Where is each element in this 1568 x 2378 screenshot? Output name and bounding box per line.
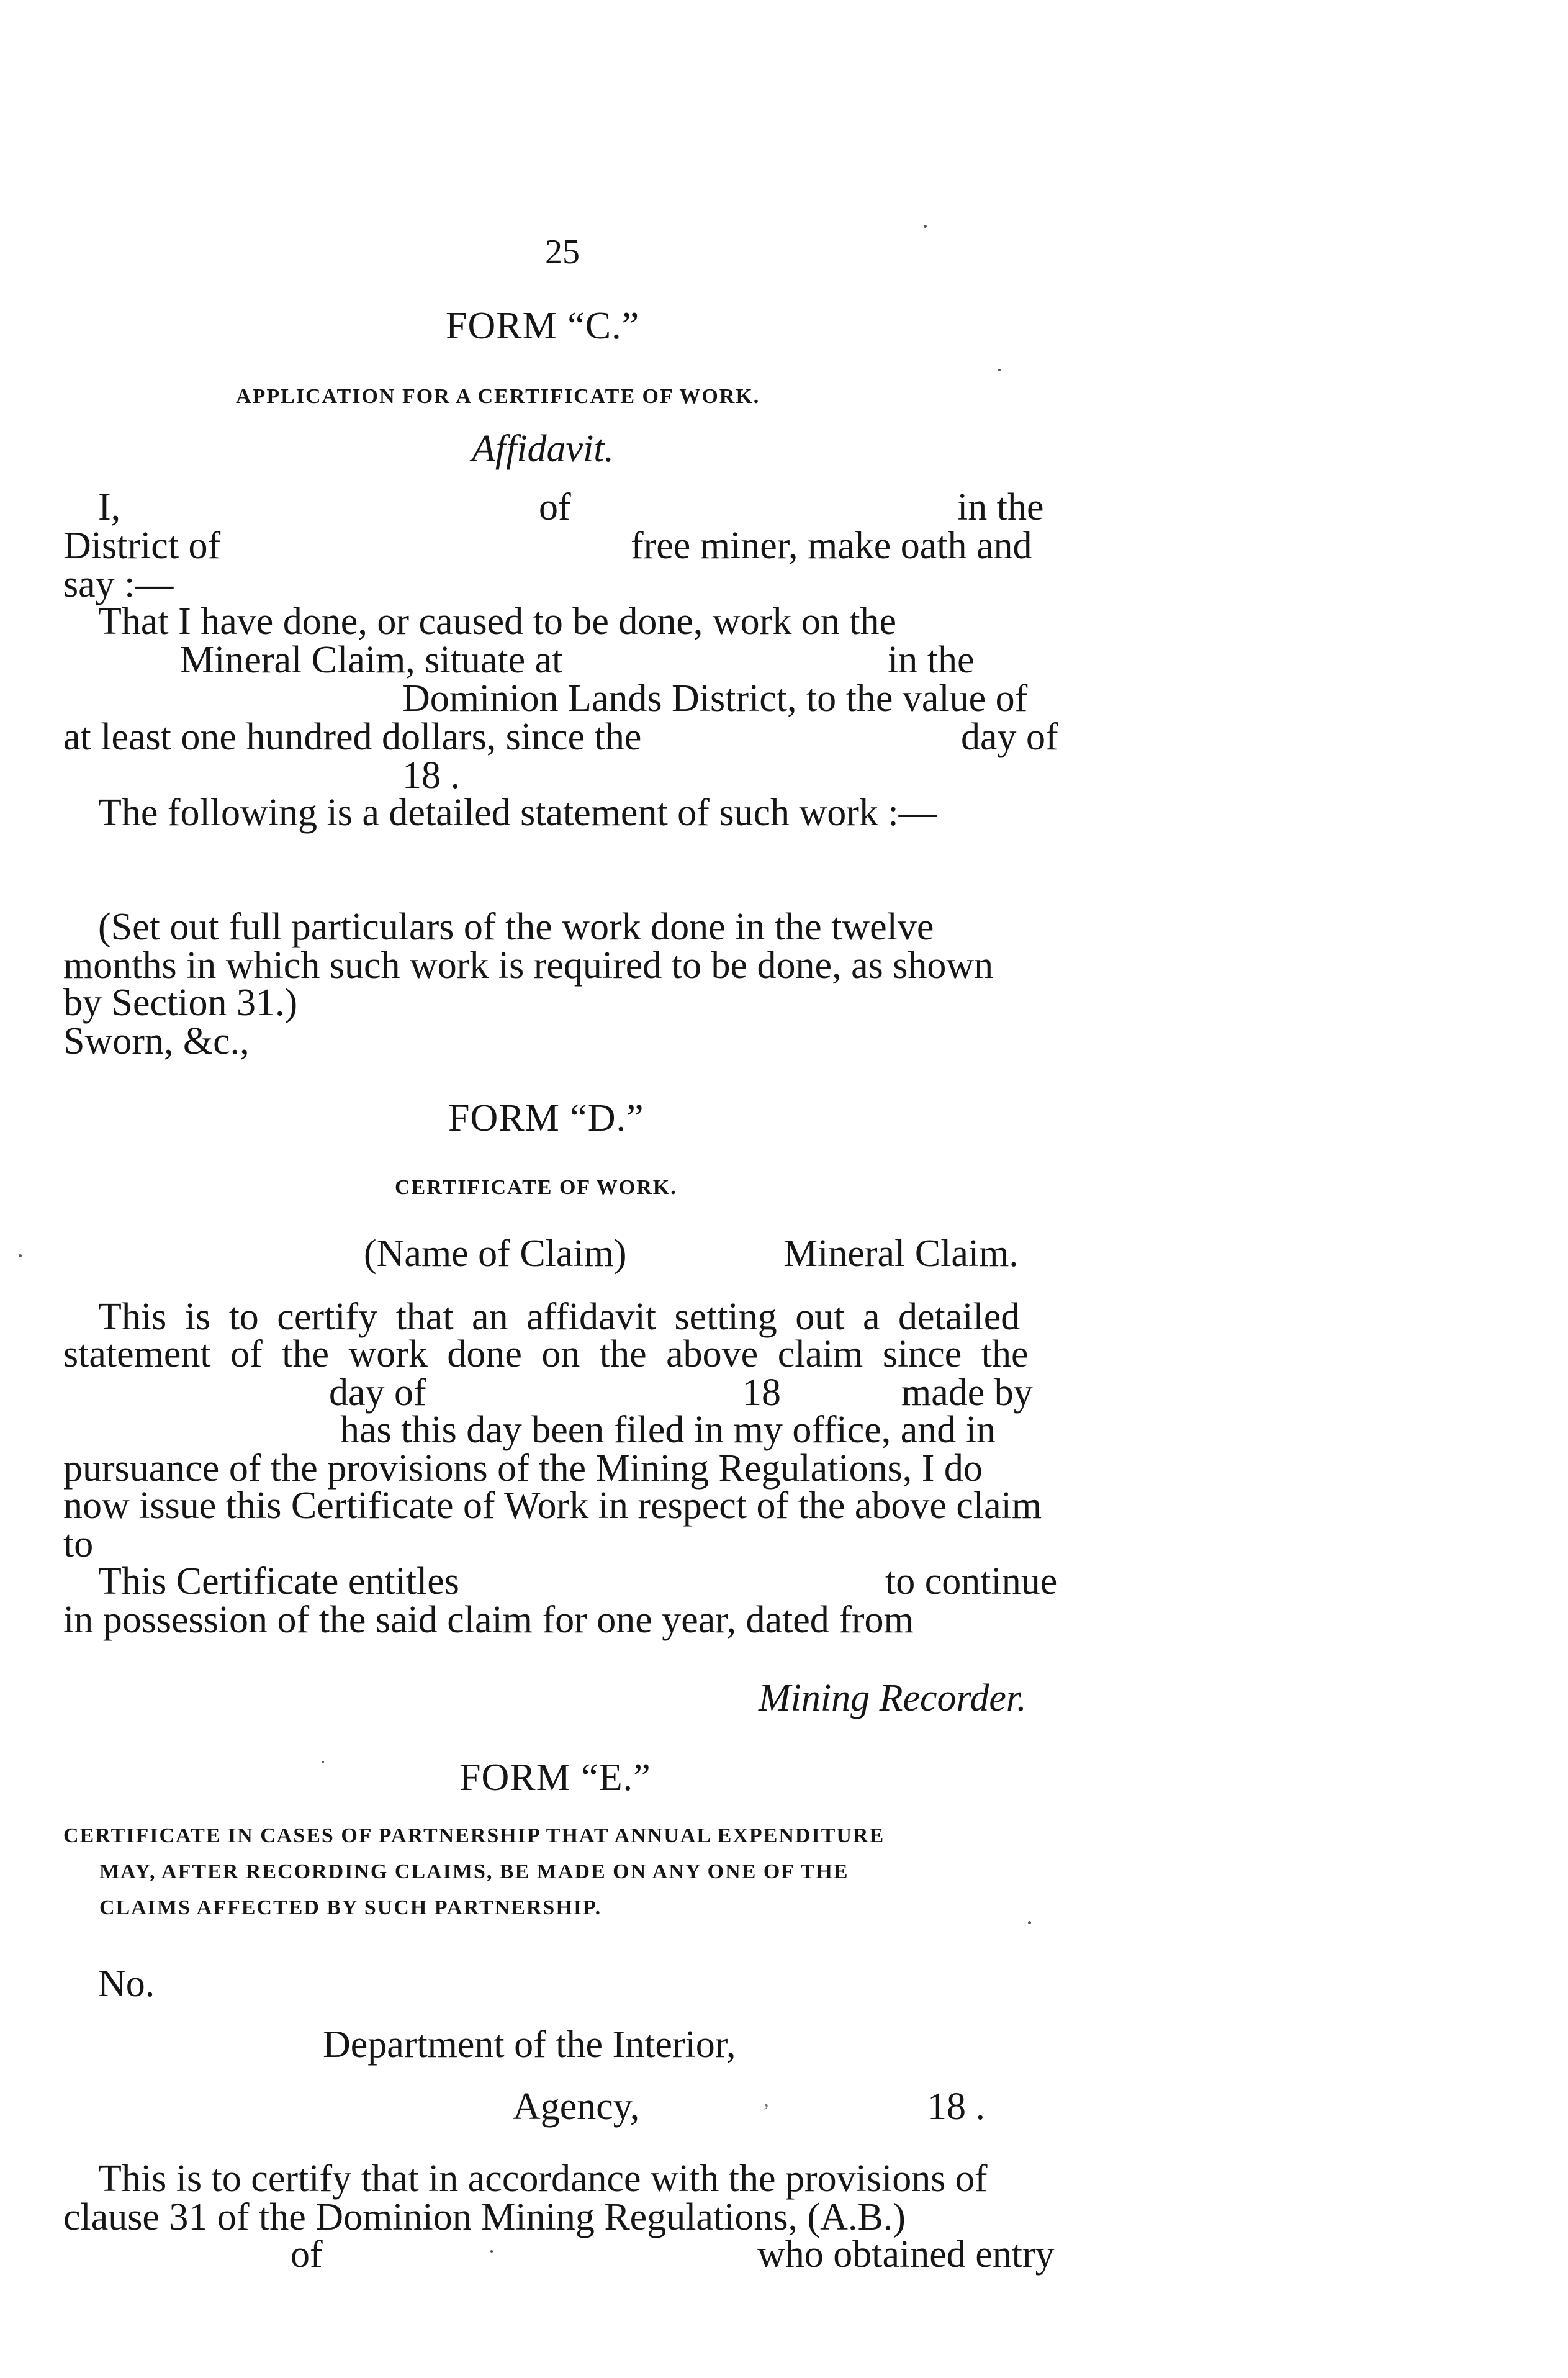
- form-d-line-7: to: [63, 1523, 94, 1565]
- form-c-line-2b: free miner, make oath and: [631, 525, 1032, 567]
- form-d-line-5: pursuance of the provisions of the Mining Regulations, I do: [63, 1447, 983, 1490]
- form-e-comma: ,: [764, 2086, 769, 2111]
- form-c-title: FORM “C.”: [446, 305, 640, 347]
- form-d-line-6: now issue this Certificate of Work in respect of the above claim: [63, 1485, 1042, 1527]
- form-e-line-1: This is to certify that in accordance with the provisions of: [98, 2158, 988, 2200]
- form-d-mineral-claim: Mineral Claim.: [783, 1232, 1019, 1275]
- form-d-line-3c: made by: [901, 1372, 1033, 1414]
- form-d-line-8a: This Certificate entitles: [98, 1560, 459, 1603]
- form-e-year: 18 .: [927, 2086, 985, 2128]
- form-c-subheading: Affidavit.: [472, 428, 615, 470]
- scan-speck: [490, 2250, 493, 2253]
- form-c-line-6: Dominion Lands District, to the value of: [402, 677, 1028, 720]
- form-c-line-7a: at least one hundred dollars, since the: [63, 716, 642, 758]
- form-c-line-1b: of: [539, 486, 571, 528]
- form-c-line-8: 18 .: [402, 754, 460, 797]
- form-e-heading-line-1: CERTIFICATE IN CASES OF PARTNERSHIP THAT ANNUAL EXPENDITURE: [63, 1824, 885, 1847]
- form-c-line-5b: in the: [888, 639, 975, 681]
- form-d-title: FORM “D.”: [448, 1097, 644, 1139]
- form-c-line-1a: I,: [98, 486, 121, 528]
- form-c-line-1c: in the: [957, 486, 1044, 528]
- form-c-line-7b: day of: [961, 716, 1058, 758]
- form-d-line-3b: 18: [742, 1372, 781, 1414]
- form-e-heading-line-3: CLAIMS AFFECTED BY SUCH PARTNERSHIP.: [99, 1896, 602, 1919]
- form-d-line-9: in possession of the said claim for one year, dated from: [63, 1599, 914, 1641]
- form-d-line-1: This is to certify that an affidavit setting out a detailed: [98, 1296, 1021, 1338]
- scan-speck: [19, 1254, 22, 1257]
- form-c-line-3: say :—: [63, 563, 174, 605]
- form-e-title: FORM “E.”: [459, 1756, 651, 1799]
- form-d-line-2: statement of the work done on the above claim since the: [63, 1333, 1029, 1375]
- form-c-line-12: by Section 31.): [63, 982, 298, 1024]
- form-e-line-2: clause 31 of the Dominion Mining Regulations, (A.B.): [63, 2196, 906, 2238]
- scan-speck: [322, 1761, 324, 1763]
- form-e-agency: Agency,: [513, 2086, 640, 2128]
- form-c-line-9: The following is a detailed statement of such work :—: [98, 792, 937, 834]
- form-e-line-3a: of: [291, 2233, 323, 2276]
- form-e-number-label: No.: [98, 1963, 155, 2005]
- scan-speck: [998, 369, 1001, 371]
- mining-recorder-signature: Mining Recorder.: [759, 1677, 1027, 1719]
- page-number: 25: [545, 233, 580, 271]
- form-d-line-8b: to continue: [885, 1560, 1058, 1603]
- form-c-line-5a: Mineral Claim, situate at: [180, 639, 563, 681]
- form-c-line-10: (Set out full particulars of the work done in the twelve: [98, 906, 934, 948]
- form-c-line-2a: District of: [63, 525, 221, 567]
- form-d-line-4: has this day been filed in my office, and in: [340, 1409, 996, 1451]
- form-c-heading: APPLICATION FOR A CERTIFICATE OF WORK.: [236, 385, 760, 408]
- scan-speck: [924, 225, 927, 228]
- form-d-name-of-claim: (Name of Claim): [364, 1232, 627, 1275]
- form-e-line-3b: who obtained entry: [757, 2233, 1055, 2276]
- form-c-line-13: Sworn, &c.,: [63, 1020, 250, 1062]
- form-d-heading: CERTIFICATE OF WORK.: [395, 1176, 677, 1199]
- form-e-department: Department of the Interior,: [323, 2023, 736, 2066]
- form-c-line-11: months in which such work is required to be done, as shown: [63, 944, 994, 987]
- form-c-line-4: That I have done, or caused to be done, work on the: [98, 600, 897, 643]
- form-d-line-3a: day of: [329, 1372, 426, 1414]
- form-e-heading-line-2: MAY, AFTER RECORDING CLAIMS, BE MADE ON ANY ONE OF THE: [99, 1860, 849, 1883]
- scan-speck: [1028, 1921, 1031, 1924]
